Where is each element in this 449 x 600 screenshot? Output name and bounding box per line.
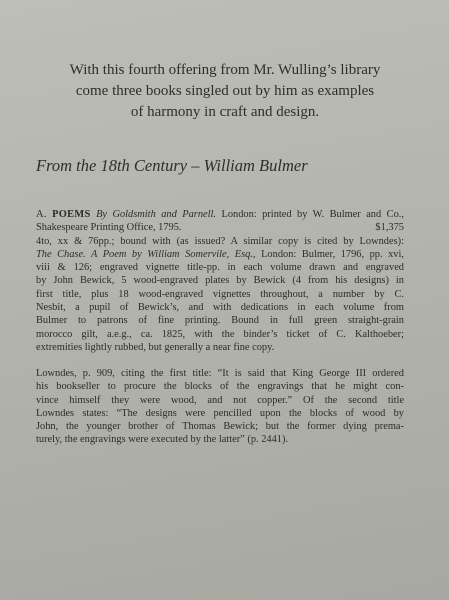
entry-title: POEMS (52, 209, 91, 220)
entry-price: $1,375 (375, 222, 404, 234)
entry-authors: By Goldsmith and Parnell. (96, 209, 217, 220)
entry-line: by John Bewick, 5 wood-engraved plates by Bewick (4 from his designs) in (36, 275, 404, 287)
intro-line: With this fourth offering from Mr. Wulling’s library (69, 62, 381, 78)
catalog-entry (36, 208, 404, 354)
lowndes-note (36, 367, 404, 447)
intro-line: come three books singled out by him as examples (75, 83, 375, 99)
entry-line (36, 208, 404, 221)
entry-line: 4to, xx & 76pp.; bound with (as issued? A similar copy is cited by Lowndes): (36, 235, 404, 247)
entry-line: Bulmer to patrons of fine printing. Bound in full green straight-grain (36, 315, 404, 327)
note-line: Lowndes states: “The designs were pencilled upon the blocks of wood by (36, 407, 404, 419)
note-line: vince himself they were wood, and not copper.” Of the second title (36, 394, 404, 406)
entry-line (36, 221, 404, 234)
entry-imprint: London: printed by W. Bulmer and Co., (221, 209, 404, 220)
entry-line: morocco gilt, a.e.g., ca. 1825, with the binder’s ticket of C. Kalthoeber; (36, 328, 404, 340)
entry-second-imprint: London: Bulmer, 1796, pp. xvi, (261, 248, 404, 260)
note-line: John, the younger brother of Thomas Bewick; but the former dying prema- (36, 421, 404, 433)
entry-line: extremities lightly rubbed, but generally a near fine copy. (36, 341, 275, 353)
note-line: Lowndes, p. 909, citing the first title: “It is said that King George III ordered (36, 368, 404, 379)
note-line: turely, the engravings were executed by the latter” (p. 2441). (36, 434, 289, 446)
note-line: his bookseller to procure the blocks of the engravings that he might con- (36, 381, 404, 393)
entry-label: A. (36, 209, 47, 220)
entry-imprint-cont: Shakespeare Printing Office, 1795. (36, 222, 182, 234)
entry-line: Nesbit, a pupil of Bewick’s, and with dedications in each volume from (36, 302, 404, 314)
entry-second-title: The Chase. A Poem by William Somervile, Esq., (36, 248, 256, 260)
intro-paragraph (40, 60, 410, 123)
entry-line (36, 248, 404, 261)
entry-line: first title, plus 18 wood-engraved vignettes throughout, a number by C. (36, 288, 404, 300)
intro-line: of harmony in craft and design. (130, 104, 320, 120)
entry-line: viii & 126; engraved vignette title-pp. in each volume drawn and engraved (36, 262, 404, 274)
section-heading: From the 18th Century – William Bulmer (36, 156, 308, 175)
